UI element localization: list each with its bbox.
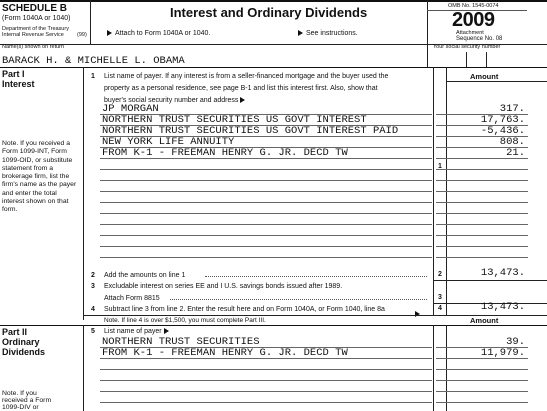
line4-text: Subtract line 3 from line 2. Enter the result here and on Form 1040A, or Form 1040, line 8a: [104, 306, 385, 313]
ssn-label: Your social security number: [433, 44, 501, 50]
arrow-icon: [107, 30, 112, 36]
part2-heading-b: Dividends: [2, 347, 46, 357]
form-title: Interest and Ordinary Dividends: [170, 5, 368, 20]
amount-line: [436, 402, 528, 403]
department-label: Department of the Treasury: [2, 26, 69, 32]
line3-number: 3: [91, 283, 95, 290]
line2-amount: 13,473.: [480, 267, 525, 279]
entry-line: [100, 235, 432, 236]
arrow-icon: [240, 97, 245, 103]
sequence-number: Sequence No. 08: [456, 36, 503, 42]
amount-line: [436, 358, 528, 359]
part2-label: Part II: [2, 327, 28, 337]
amount-line: [436, 347, 528, 348]
entry-line: [100, 191, 432, 192]
payer-amount: -5,436.: [480, 125, 525, 137]
payer-name: NORTHERN TRUST SECURITIES US GOVT INTEREST: [102, 114, 367, 126]
irs-label: Internal Revenue Service: [2, 32, 64, 38]
part2-note-line: 1099-DIV or: [2, 404, 39, 411]
payer-amount: 21.: [506, 147, 525, 159]
line1-instruction-c: buyer's social security number and address: [104, 96, 248, 105]
payer-amount: 17,763.: [480, 114, 525, 126]
line1-instruction-b: property as a personal residence, see page B-1 and list this interest first. Also, show that: [104, 85, 378, 92]
line4-note: Note. If line 4 is over $1,500, you must complete Part III.: [104, 317, 266, 324]
entry-line: [100, 136, 432, 137]
entry-line: [100, 257, 432, 258]
entry-line: [100, 147, 432, 148]
ssn-separator-1: [466, 52, 467, 68]
amount-line: [436, 380, 528, 381]
line5-number: 5: [91, 328, 95, 335]
entry-line: [100, 114, 432, 115]
part2-heading-a: Ordinary: [2, 337, 40, 347]
amount-line: [436, 191, 528, 192]
name-label: Name(s) shown on return: [2, 44, 65, 50]
part1-note: Note. If you received a Form 1099-INT, Form 1099-OID, or substitute statement from a brokerage firm, list the firm's name as the payer and enter the total interest shown on that form.: [2, 140, 77, 214]
irs-code: (99): [77, 32, 87, 38]
part2-note-line: received a Form: [2, 397, 52, 404]
amount-line: [436, 246, 528, 247]
payer-name: JP MORGAN: [102, 103, 159, 115]
entry-line: [100, 224, 432, 225]
part1-label: Part I: [2, 69, 25, 79]
ssn-separator-2: [486, 52, 487, 68]
line4-amount: 13,473.: [480, 301, 525, 313]
amount-line: [436, 158, 528, 159]
amount-line: [436, 114, 528, 115]
line4-arrow: [415, 305, 423, 323]
line3-text-b: Attach Form 8815: [104, 295, 160, 302]
attach-instruction: Attach to Form 1040A or 1040.: [107, 29, 210, 38]
attachment-label: Attachment: [456, 30, 484, 36]
arrow-icon: [164, 328, 169, 334]
see-instructions: See instructions.: [298, 29, 358, 38]
entry-line: [100, 202, 432, 203]
header-divider-left: [90, 0, 91, 44]
amount-line: [436, 180, 528, 181]
line1-number: 1: [91, 73, 95, 80]
line1-instruction-a: List name of payer. If any interest is from a seller-financed mortgage and the buyer used the: [104, 73, 389, 80]
part1-amount-header: Amount: [470, 72, 499, 81]
taxpayer-name: BARACK H. & MICHELLE L. OBAMA: [2, 55, 185, 67]
header-divider-right: [427, 0, 428, 44]
dividend-payer-name: NORTHERN TRUST SECURITIES: [102, 336, 260, 348]
entry-line: [100, 391, 432, 392]
entry-line: [100, 380, 432, 381]
omb-number: OMB No. 1545-0074: [448, 3, 499, 9]
dividend-payer-amount: 11,979.: [480, 347, 525, 359]
amount-line: [436, 369, 528, 370]
line1-box-number: 1: [438, 163, 442, 170]
form-reference: (Form 1040A or 1040): [2, 15, 71, 22]
part2-note-line: Note. If you: [2, 390, 37, 397]
part-label-divider: [83, 67, 84, 320]
entry-line: [100, 169, 432, 170]
payer-amount: 808.: [499, 136, 525, 148]
dividend-payer-amount: 39.: [506, 336, 525, 348]
amount-line: [436, 136, 528, 137]
line3-box-number: 3: [438, 294, 442, 301]
amount-line: [436, 213, 528, 214]
arrow-icon: [298, 30, 303, 36]
part2-amount-header: Amount: [470, 316, 499, 325]
amount-line: [436, 235, 528, 236]
leader-dots: [170, 299, 427, 300]
amount-line: [436, 169, 528, 170]
line2-text: Add the amounts on line 1: [104, 272, 186, 279]
line2-rule: [433, 280, 547, 281]
entry-line: [100, 213, 432, 214]
amount-line: [436, 125, 528, 126]
entry-line: [100, 347, 432, 348]
line2-number: 2: [91, 272, 95, 279]
part1-heading: Interest: [2, 79, 35, 89]
ssn-divider: [427, 44, 428, 67]
entry-line: [100, 402, 432, 403]
tax-year: 2009: [452, 9, 495, 31]
part2-note: [2, 390, 51, 411]
payer-name: FROM K-1 - FREEMAN HENRY G. JR. DECD TW: [102, 147, 348, 159]
entry-line: [100, 158, 432, 159]
amount-line: [436, 391, 528, 392]
part2-label-divider: [83, 325, 84, 411]
amount-line: [436, 257, 528, 258]
amount-line: [436, 224, 528, 225]
payer-name: NEW YORK LIFE ANNUITY: [102, 136, 235, 148]
line3-text: Excludable interest on series EE and I U.S. savings bonds issued after 1989.: [104, 283, 343, 290]
amount-header-rule: [446, 81, 547, 82]
leader-dots: [205, 276, 427, 277]
payer-amount: 317.: [499, 103, 525, 115]
line4-number: 4: [91, 306, 95, 313]
entry-line: [100, 358, 432, 359]
dividend-payer-name: FROM K-1 - FREEMAN HENRY G. JR. DECD TW: [102, 347, 348, 359]
entry-line: [100, 180, 432, 181]
line2-box-number: 2: [438, 271, 442, 278]
amount-line: [436, 202, 528, 203]
line4-box-number: 4: [438, 305, 442, 312]
schedule-label: SCHEDULE B: [2, 3, 68, 14]
payer-name: NORTHERN TRUST SECURITIES US GOVT INTEREST PAID: [102, 125, 399, 137]
top-border: [0, 0, 547, 2]
line5-text: List name of payer: [104, 327, 172, 336]
entry-line: [100, 369, 432, 370]
entry-line: [100, 246, 432, 247]
entry-line: [100, 125, 432, 126]
amount-line: [436, 147, 528, 148]
